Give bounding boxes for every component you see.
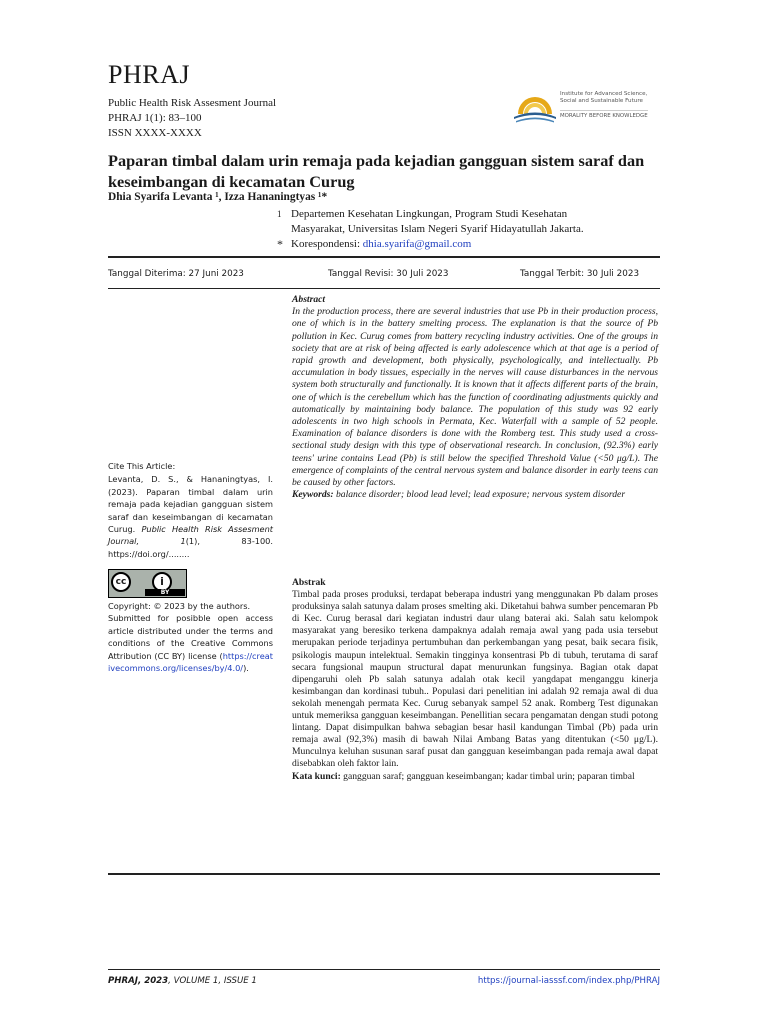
license-body: Submitted for posibble open access article distributed under the terms and conditions of the Creative Commons Attribution (CC BY) license <box>108 613 273 661</box>
kata-kunci-text: gangguan saraf; gangguan keseimbangan; kadar timbal urin; paparan timbal <box>340 770 635 782</box>
correspondence-email-link[interactable]: dhia.syarifa@gmail.com <box>362 238 472 250</box>
kata-kunci-label: Kata kunci: <box>292 770 341 782</box>
institute-tagline: MORALITY BEFORE KNOWLEDGE <box>560 110 648 119</box>
abstract-keywords <box>292 489 658 501</box>
copyright-line: Copyright: © 2023 by the authors. <box>108 601 251 611</box>
dates-divider <box>108 288 660 289</box>
license-link[interactable]: https://creativecommons.org/licenses/by/4.0/ <box>108 650 274 674</box>
cite-text-plain: Levanta, D. S., & Hananingtyas, I. (2023). Paparan timbal dalam urin remaja pada kejadian gangguan sistem saraf dan keseimbangan di kecamatan Curug. <box>108 474 273 535</box>
abstrak-heading: Abstrak <box>292 577 326 588</box>
copyright-block <box>108 600 273 674</box>
rising-sun-icon <box>512 88 558 124</box>
affiliation-1 <box>277 207 584 222</box>
institute-name: Institute for Advanced Science, Social and Sustainable Future <box>560 91 648 104</box>
abstract-english <box>292 294 658 501</box>
footer-divider <box>108 969 660 970</box>
cite-issue-pages: (1), 83-100. <box>185 536 273 547</box>
article-authors: Dhia Syarifa Levanta ¹, Izza Hananingtyas ¹* <box>108 191 328 203</box>
journal-meta <box>108 96 276 141</box>
journal-volume-pages: PHRAJ 1(1): 83–100 <box>108 112 202 124</box>
abstrak-body: Timbal pada proses produksi, terdapat beberapa industri yang menggunakan Pb dalam proses produksinya salah satunya dalam proses smelting aki. Diketahui bahwa sumber pencemaran Pb di Kec. Curug berasal dari kegiatan industri daur ulang baterai aki. Salah satu kelompok masyarakat yang beresiko terkena dampaknya adalah remaja awal yang pada usia tersebut merupakan periode terjadinya pertumbuhan dan perkembangan yang pesat, baik secara fisik, psikologis maupun intelektual. Semakin tingginya konsentrasi Pb di tubuh, terutama di saraf secara fungsional maupun structural dapat menurunkan fungsinya. Bagian otak dapat dipengaruhi oleh Pb salah satunya adalah otak kecil yangdapat menganggu kinerja kesimbangan dan kordinasi tubuh.. Populasi dari penelitian ini adalah 92 remaja awal di dua sekolah menengah permata Kec. Curug sebanyak sampel 52 anak. Romberg Test digunakan untuk memeriksa gangguan keseimbangan. Penellitian secara pengamatan dengan studi potong lintang. Dapat disimpulkan bahwa sebagian besar hasil kandungan Timbal (Pb) pada urin remaja awal (92,3%) masih di bawah Nilai Ambang Batas yang ditentukan (<50 μg/L). Munculnya keluhan susunan saraf pusat dan gangguan keseimbangan pada remaja awal dapat disebabkan oleh faktor lain. <box>292 589 658 770</box>
cite-journal: Public Health Risk Assesment Journal, 1 <box>108 524 273 547</box>
affiliation-indent <box>277 222 291 237</box>
abstract-heading: Abstract <box>292 294 326 305</box>
abstrak-keywords <box>292 771 658 783</box>
article-title: Paparan timbal dalam urin remaja pada kejadian gangguan sistem saraf dan keseimbangan di kecamatan Curug <box>108 151 645 191</box>
institute-logo <box>512 88 662 128</box>
affiliation-mark: 1 <box>277 209 282 219</box>
cite-label: Cite This Article: <box>108 461 176 471</box>
date-published: Tanggal Terbit: 30 Juli 2023 <box>520 269 640 279</box>
citation-block <box>108 460 273 560</box>
cite-text <box>108 473 273 560</box>
date-received: Tanggal Diterima: 27 Juni 2023 <box>108 269 244 279</box>
license-close-paren: ). <box>243 663 249 674</box>
journal-short-name: PHRAJ <box>108 60 190 89</box>
footer-journal <box>108 976 257 986</box>
footer-journal-year: PHRAJ, 2023 <box>108 976 169 986</box>
page-footer <box>108 976 660 986</box>
affiliation-line-2: Masyarakat, Universitas Islam Negeri Syarif Hidayatullah Jakarta. <box>291 223 584 235</box>
abstract-indonesian <box>292 577 658 783</box>
by-label: BY <box>145 589 185 596</box>
correspondence <box>277 237 584 252</box>
abstract-body: In the production process, there are several industries that use Pb in their production process, one of which is in the battery smelting process. The explanation is that the source of Pb pollution in Kec. Curug comes from battery recycling industry activities. One of the groups in society that are at risk of being affected is early adolescence which at that age is a period of rapid growth and development, both physically, psychologically, and intellectually. Pb accumulation in body tissues, especially in the nerves will cause disturbances in the nervous system both structurally and functionally. It is known that it affects different parts of the brain, one of which is the cerebellum which has the function of coordinating adjustments quickly and automatically by maintaining body balance. The population of this study was 92 early adolescents in two high schools in Permata, Kec. Waterfall with a sample of 52 people. Examination of balance disorders is done with the Romberg test. This study used a cross-sectional study design with this type of observational research. In conclusion, (92.3%) early teens' urine contains Lead (Pb) is still below the specified Threshold Value (<50 μg/L). The emergence of complaints of the central nervous system and balance disorder in early teens can be caused by other factors. <box>292 306 658 489</box>
cite-doi-link[interactable]: https://doi.org/........ <box>108 548 190 559</box>
journal-issn: ISSN XXXX-XXXX <box>108 127 202 139</box>
correspondence-label: Korespondensi: <box>291 238 363 250</box>
attribution-person-icon: i <box>152 572 172 592</box>
license-text <box>108 612 273 674</box>
affiliation-1-cont <box>277 222 584 237</box>
date-revised: Tanggal Revisi: 30 Juli 2023 <box>328 269 449 279</box>
affiliation-line-1: Departemen Kesehatan Lingkungan, Program Studi Kesehatan <box>291 208 568 220</box>
keywords-text: balance disorder; blood lead level; lead exposure; nervous system disorder <box>333 489 626 501</box>
cc-by-license-badge[interactable] <box>108 569 187 598</box>
journal-full-name: Public Health Risk Assesment Journal <box>108 97 277 109</box>
correspondence-mark: * <box>277 237 283 251</box>
footer-journal-link[interactable]: https://journal-iasssf.com/index.php/PHRAJ <box>477 976 660 986</box>
bottom-divider <box>108 873 660 875</box>
license-open-paren: ( <box>219 650 223 661</box>
top-divider <box>108 256 660 258</box>
cc-icon: cc <box>111 572 131 592</box>
footer-volume-issue: , VOLUME 1, ISSUE 1 <box>168 976 257 986</box>
affiliations <box>277 207 584 252</box>
keywords-label: Keywords: <box>292 489 334 501</box>
